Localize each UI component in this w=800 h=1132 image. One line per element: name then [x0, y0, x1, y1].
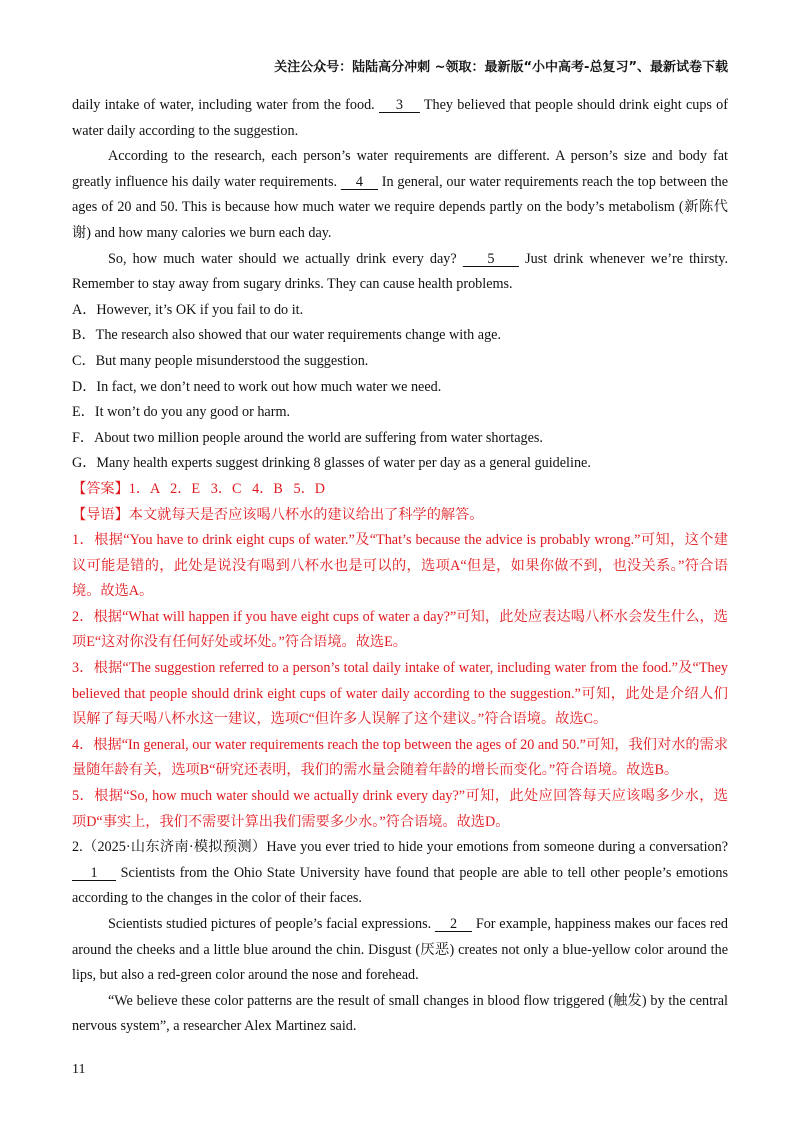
blank-4: 4 [340, 173, 378, 190]
question-2-intro [72, 835, 728, 912]
explanation-4: 4．根据“In general, our water requirements reach the top between the ages of 20 and 50.”可知，我们对水的需求量随年龄有关，选项B“研究还表明，我们的需水量会随着年龄的增长而变化。”符合语境。故选B。 [72, 736, 728, 779]
explanation-2: 2．根据“What will happen if you have eight cups of water a day?”可知，此处应表达喝八杯水会发生什么，选项E“这对你没有任何好处或坏处。”符合语境。故选E。 [72, 608, 728, 651]
explanation-3: 3．根据“The suggestion referred to a person’s total daily intake of water, including water from the food.”及“They believed that people should drink eight cups of water daily according to the suggestion.”可知，此处是介绍人们误解了每天喝八杯水这一建议，选项C“但许多人误解了这个建议。”符合语境。故选C。 [72, 660, 728, 728]
blank-2: 2 [434, 916, 473, 932]
answer-key: 【答案】1．A 2．E 3．C 4．B 5．D [72, 480, 326, 497]
text-span: In general, our water requirements reach the top between the ages of 20 and 50. This is because how much water we require depends partly on the body’s metabolism (新陈代谢) and how many calories we burn each day. [72, 173, 728, 241]
passage2-paragraph-2 [72, 912, 728, 989]
passage1-paragraph-3 [72, 247, 728, 298]
passage1-paragraph-2 [72, 144, 728, 246]
passage1-paragraph-1 [72, 93, 728, 144]
option-d: D．In fact, we don’t need to work out how much water we need. [72, 378, 442, 395]
text-span: Just drink whenever we’re thirsty. Remember to stay away from sugary drinks. They can cause health problems. [72, 250, 729, 293]
blank-3: 3 [378, 97, 420, 113]
explanation-1: 1．根据“You have to drink eight cups of water.”及“That’s because the advice is probably wrong.”可知，这个建议可能是错的，此处是说没有喝到八杯水也是可以的，选项A“但是，如果你做不到，也没关系。”符合语境。故选A。 [72, 532, 728, 600]
blank-5: 5 [462, 250, 519, 267]
answer-guide: 【导语】本文就每天是否应该喝八杯水的建议给出了科学的解答。 [72, 506, 484, 523]
blank-1: 1 [72, 864, 117, 881]
option-f: F．About two million people around the world are suffering from water shortages. [72, 429, 543, 446]
page-header: 关注公众号：陆陆高分冲刺 ~领取：最新版“小中高考-总复习”、最新试卷下载 [274, 60, 728, 75]
text-span: Scientists studied pictures of people’s facial expressions. [108, 916, 432, 932]
text-span: They believed that people should drink eight cups of water daily according to the suggestion. [72, 97, 728, 139]
option-a: A．However, it’s OK if you fail to do it. [72, 301, 304, 318]
text-span: According to the research, each person’s water requirements are different. A person’s size and body fat greatly influence his daily water requirements. [72, 148, 728, 190]
page-number: 11 [72, 1062, 86, 1077]
passage2-paragraph-3: “We believe these color patterns are the result of small changes in blood flow triggered (触发) by the central nervous system”, a researcher Alex Martinez said. [72, 992, 728, 1035]
text-span: Scientists from the Ohio State University have found that people are able to tell other people’s emotions according to the changes in the color of their faces. [72, 864, 729, 907]
text-span: For example, happiness makes our faces red around the cheeks and a little blue around the chin. Disgust (厌恶) creates not only a blue-yellow color around the lips, but also a red-green color around the nose and forehead. [72, 916, 729, 984]
option-b: B．The research also showed that our water requirements change with age. [72, 327, 502, 344]
text-span: So, how much water should we actually drink every day? [108, 250, 457, 267]
explanation-5: 5．根据“So, how much water should we actually drink every day?”可知，此处应回答每天应该喝多少水，选项D“事实上，我们不需要计算出我们需要多少水。”符合语境。故选D。 [72, 788, 728, 830]
text-span: daily intake of water, including water from the food. [72, 97, 375, 113]
option-c: C．But many people misunderstood the suggestion. [72, 352, 369, 369]
text-span: 2.（2025·山东济南·模拟预测）Have you ever tried to hide your emotions from someone during a conversation? [72, 839, 728, 856]
option-g: G．Many health experts suggest drinking 8 glasses of water per day as a general guideline. [72, 455, 591, 472]
option-e: E．It won’t do you any good or harm. [72, 404, 291, 421]
document-body [72, 93, 728, 1040]
